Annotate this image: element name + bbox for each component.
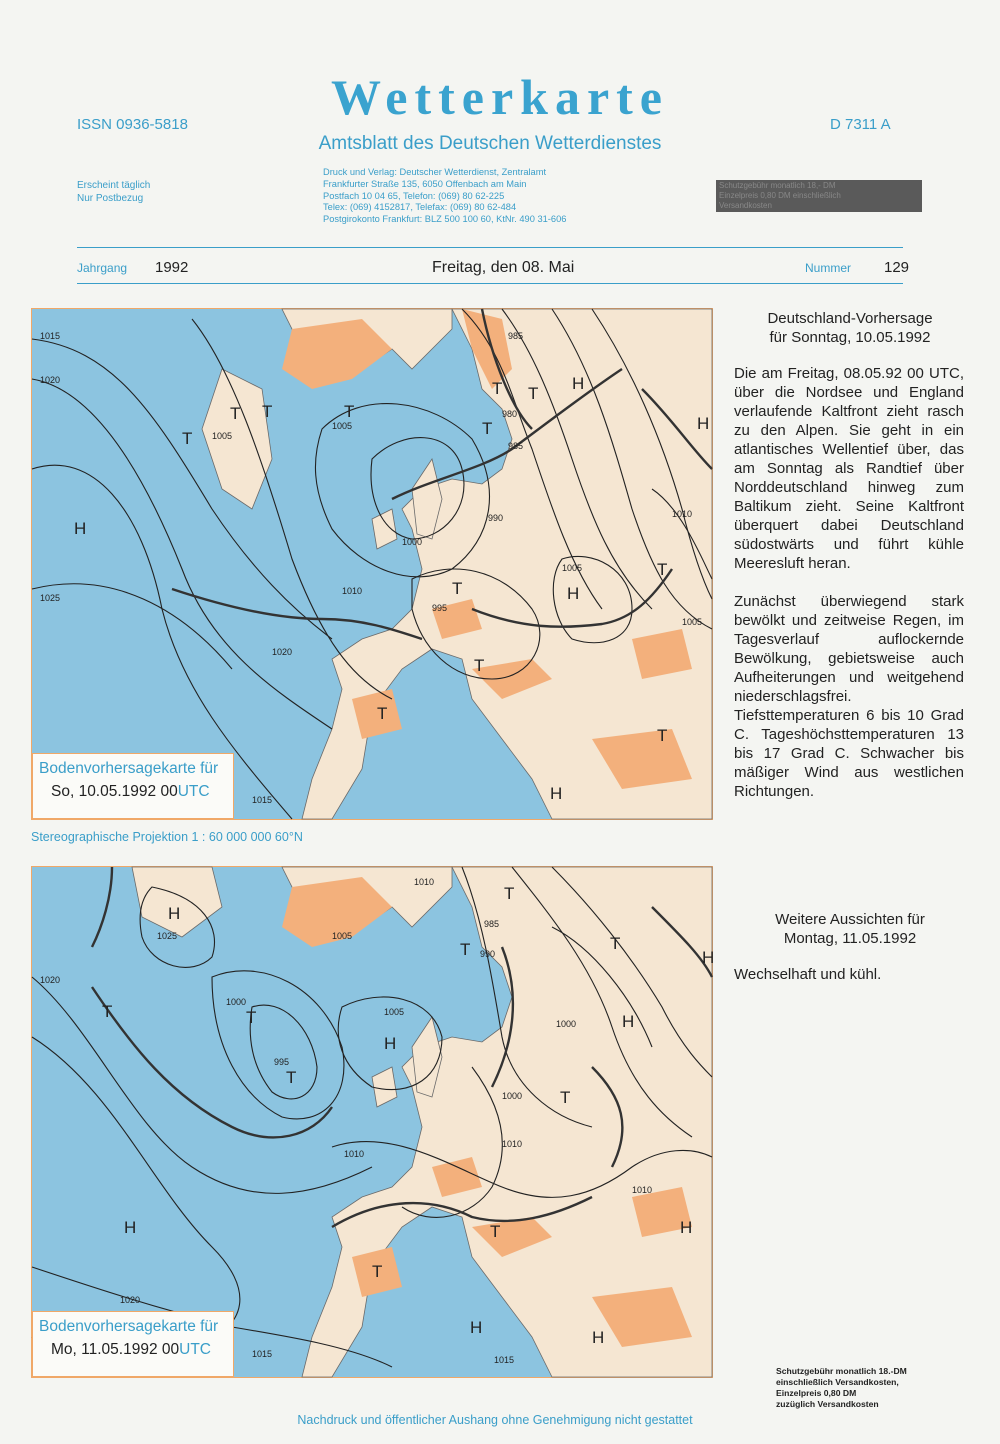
- high-pressure-center: H: [680, 1218, 693, 1237]
- isobar-label: 1015: [40, 331, 61, 341]
- low-pressure-center: T: [377, 704, 388, 723]
- isobar-label: 1020: [40, 375, 61, 385]
- low-pressure-center: T: [344, 402, 355, 421]
- low-pressure-center: T: [657, 726, 668, 745]
- fee-box-line: Schutzgebühr monatlich 18,- DM: [719, 181, 836, 190]
- page-subtitle: Amtsblatt des Deutschen Wetterdienstes: [318, 133, 662, 154]
- isobar-label: 1025: [157, 931, 178, 941]
- postal-code-number: D 7311 A: [830, 116, 891, 133]
- high-pressure-center: H: [384, 1034, 397, 1053]
- low-pressure-center: T: [657, 560, 668, 579]
- fee-box-line: Versandkosten: [719, 201, 772, 210]
- isobar-label: 1010: [414, 877, 435, 887]
- isobar-label: 1000: [556, 1019, 577, 1029]
- map-caption-date: Mo, 11.05.1992 00: [51, 1341, 180, 1358]
- fee-notice-line: Schutzgebühr monatlich 18.-DM: [776, 1366, 907, 1376]
- isobar-label: 1015: [252, 795, 273, 805]
- publisher-line: Postfach 10 04 65, Telefon: (069) 80 62-225: [323, 190, 505, 201]
- copyright-footer: Nachdruck und öffentlicher Aushang ohne Genehmigung nicht gestattet: [297, 1413, 693, 1427]
- page-title: Wetterkarte: [331, 69, 669, 125]
- isobar-label: 985: [508, 331, 524, 341]
- isobar-label: 1010: [502, 1139, 523, 1149]
- isobar-label: 1015: [494, 1355, 515, 1365]
- fee-box-redacted: [716, 180, 922, 212]
- low-pressure-center: T: [482, 419, 493, 438]
- forecast-paragraph: Zunächst überwiegend stark bewölkt und zeitweise Regen, im Tagesverlauf auflockernde Bewölkung, gebietsweise auch Aufheiterungen und weitgehend niederschlagsfrei. Tiefsttemperaturen 6 bis 10 Grad C. Tageshöchsttemperaturen 13 bis 17 Grad C. Schwacher bis mäßiger Wind aus westlichen Richtungen.: [734, 593, 964, 800]
- publisher-line: Postgirokonto Frankfurt: BLZ 500 100 60, KtNr. 490 31-606: [323, 214, 567, 225]
- low-pressure-center: T: [560, 1088, 571, 1107]
- forecast-paragraph: Die am Freitag, 08.05.92 00 UTC, über die Nordsee und England verlaufende Kaltfront zieht rasch zu den Alpen. Sie geht in ein atlantisches Wellentief über, das am Sonntag als Randtief über Norddeutschland hinweg zum Baltikum zieht. Seine Kaltfront überquert dabei Deutschland südostwärts und führt kühle Meeresluft heran.: [734, 365, 964, 572]
- isobar-label: 985: [508, 441, 524, 451]
- forecast-heading: [730, 309, 970, 347]
- frequency-line-1: Erscheint täglich: [77, 180, 151, 191]
- isobar-label: 1010: [344, 1149, 365, 1159]
- map-caption-date: So, 10.05.1992 00: [51, 783, 178, 800]
- high-pressure-center: H: [567, 584, 580, 603]
- low-pressure-center: T: [230, 404, 241, 423]
- isobar-label: 1010: [342, 586, 363, 596]
- high-pressure-center: H: [697, 414, 710, 433]
- isobar-label: 1005: [212, 431, 233, 441]
- low-pressure-center: T: [474, 656, 485, 675]
- low-pressure-center: T: [286, 1068, 297, 1087]
- nummer-label: Nummer: [805, 261, 852, 275]
- isobar-label: 1000: [402, 537, 423, 547]
- isobar-label: 1010: [632, 1185, 653, 1195]
- publication-frequency: [77, 179, 150, 205]
- forecast-heading-line-2: für Sonntag, 10.05.1992: [769, 329, 931, 346]
- low-pressure-center: T: [490, 1222, 501, 1241]
- low-pressure-center: T: [182, 429, 193, 448]
- fee-box-line: Einzelpreis 0,80 DM einschließlich: [719, 191, 841, 200]
- publisher-line: Frankfurter Straße 135, 6050 Offenbach am Main: [323, 178, 527, 189]
- issn-number: ISSN 0936-5818: [77, 116, 188, 133]
- publisher-line: Telex: (069) 4152817, Telefax: (069) 80 62-484: [323, 202, 517, 213]
- isobar-label: 1005: [562, 563, 583, 573]
- forecast-heading-line-1: Deutschland-Vorhersage: [767, 310, 933, 327]
- high-pressure-center: H: [572, 374, 585, 393]
- high-pressure-center: H: [622, 1012, 635, 1031]
- isobar-label: 1000: [226, 997, 247, 1007]
- low-pressure-center: T: [102, 1002, 113, 1021]
- high-pressure-center: H: [550, 784, 563, 803]
- low-pressure-center: T: [504, 884, 515, 903]
- map-caption-utc: UTC: [177, 783, 210, 800]
- publisher-info: [323, 167, 566, 226]
- header-divider-top: [77, 247, 903, 248]
- fee-notice-line: zuzüglich Versandkosten: [776, 1399, 879, 1409]
- publisher-line: Druck und Verlag: Deutscher Wetterdienst, Zentralamt: [323, 167, 547, 177]
- projection-note: Stereographische Projektion 1 : 60 000 000 60°N: [31, 830, 303, 844]
- fee-notice: [776, 1366, 907, 1410]
- isobar-label: 1020: [40, 975, 61, 985]
- low-pressure-center: T: [452, 579, 463, 598]
- low-pressure-center: T: [246, 1008, 257, 1027]
- high-pressure-center: H: [592, 1328, 605, 1347]
- low-pressure-center: T: [262, 402, 273, 421]
- weather-map-graphic: [32, 867, 715, 1377]
- header-divider-bottom: [77, 283, 903, 284]
- high-pressure-center: H: [470, 1318, 483, 1337]
- fee-notice-line: einschließlich Versandkosten,: [776, 1377, 899, 1387]
- outlook-heading: [730, 910, 970, 948]
- isobar-label: 1010: [672, 509, 693, 519]
- map-caption-line-2: [39, 1341, 233, 1359]
- outlook-text: Wechselhaft und kühl.: [734, 966, 882, 983]
- issue-date: Freitag, den 08. Mai: [432, 259, 575, 276]
- isobar-label: 990: [488, 513, 504, 523]
- forecast-text: [734, 364, 964, 820]
- low-pressure-center: T: [528, 384, 539, 403]
- low-pressure-center: T: [492, 379, 503, 398]
- map-caption-line-1: Bodenvorhersagekarte für: [39, 760, 219, 777]
- frequency-line-2: Nur Postbezug: [77, 193, 144, 204]
- isobar-label: 1015: [252, 1349, 273, 1359]
- isobar-label: 1025: [40, 593, 61, 603]
- map-caption-monday: [32, 1311, 234, 1377]
- isobar-label: 1005: [332, 931, 353, 941]
- high-pressure-center: H: [168, 904, 181, 923]
- jahrgang-label: Jahrgang: [77, 261, 128, 275]
- low-pressure-center: T: [610, 934, 621, 953]
- low-pressure-center: T: [460, 940, 471, 959]
- weather-map-graphic: [32, 309, 712, 819]
- high-pressure-center: H: [74, 519, 87, 538]
- isobar-label: 1005: [332, 421, 353, 431]
- high-pressure-center: H: [702, 948, 715, 967]
- map-caption-line-1: Bodenvorhersagekarte für: [39, 1318, 219, 1335]
- high-pressure-center: H: [124, 1218, 137, 1237]
- low-pressure-center: T: [372, 1262, 383, 1281]
- forecast-map-sunday: [31, 308, 713, 820]
- isobar-label: 990: [480, 949, 496, 959]
- jahrgang-value: 1992: [155, 259, 189, 276]
- isobar-label: 1005: [682, 617, 703, 627]
- map-caption-utc: UTC: [179, 1341, 211, 1358]
- isobar-label: 995: [274, 1057, 290, 1067]
- isobar-label: 1020: [272, 647, 293, 657]
- fee-notice-line: Einzelpreis 0,80 DM: [776, 1388, 857, 1398]
- outlook-heading-line-1: Weitere Aussichten für: [775, 911, 925, 928]
- isobar-label: 995: [432, 603, 448, 613]
- map-caption-sunday: [32, 753, 234, 819]
- forecast-map-monday: [31, 866, 713, 1378]
- isobar-label: 980: [502, 409, 518, 419]
- isobar-label: 1000: [502, 1091, 523, 1101]
- isobar-label: 1020: [120, 1295, 141, 1305]
- outlook-heading-line-2: Montag, 11.05.1992: [783, 930, 917, 947]
- nummer-value: 129: [884, 259, 910, 276]
- isobar-label: 985: [484, 919, 500, 929]
- isobar-label: 1005: [384, 1007, 405, 1017]
- map-caption-line-2: [39, 783, 233, 801]
